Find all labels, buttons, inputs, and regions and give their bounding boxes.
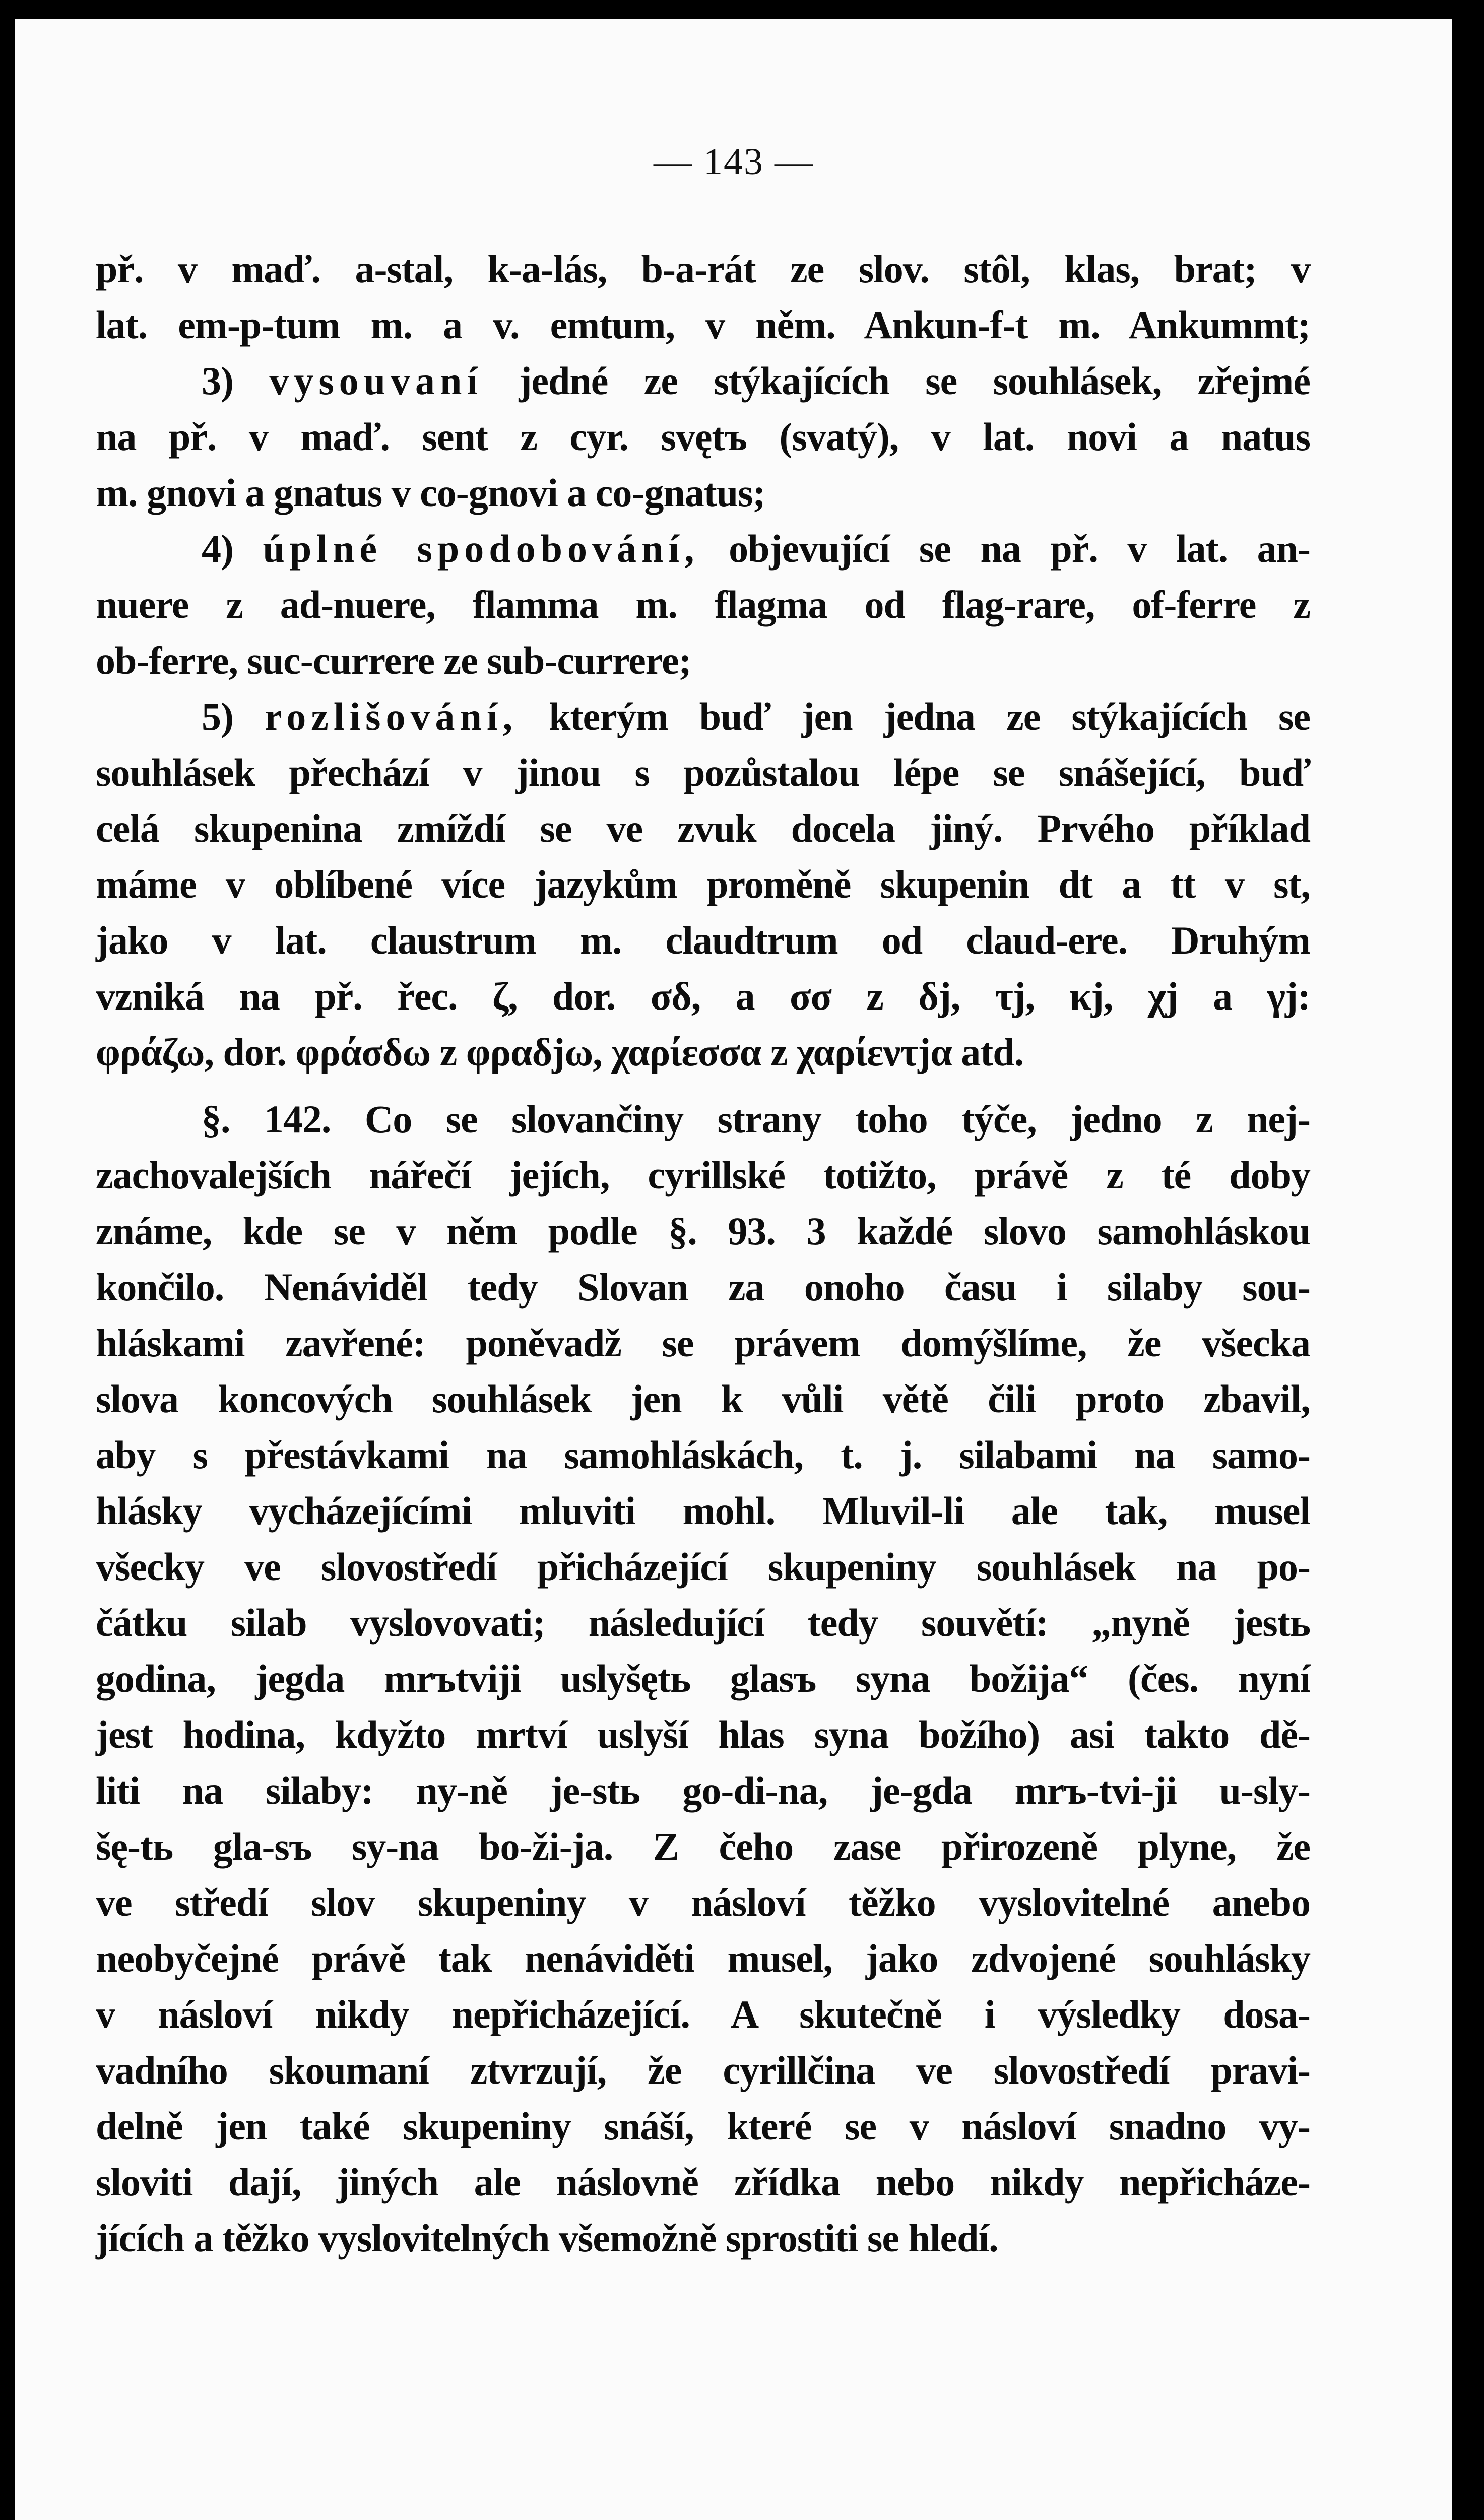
- text-line: ve středí slov skupeniny v násloví těžko vyslovitelné anebo: [96, 1880, 1310, 1924]
- text-line: známe, kde se v něm podle §. 93. 3 každé slovo samohláskou: [96, 1209, 1310, 1253]
- body-text: [96, 241, 1310, 2266]
- text-line: ob-ferre, suc-currere ze sub-currere;: [96, 639, 691, 682]
- text-line: 5) rozlišování, kterým buď jen jedna ze stýkajících se: [202, 695, 1310, 738]
- text-line: neobyčejné právě tak nenáviděti musel, jako zdvojené souhlásky: [96, 1936, 1310, 1980]
- text-line: sloviti dají, jiných ale náslovně zřídka nebo nikdy nepřicháze-: [96, 2160, 1310, 2204]
- text-line: v násloví nikdy nepřicházející. A skutečně i výsledky dosa-: [96, 1992, 1310, 2036]
- text-line: slova koncových souhlásek jen k vůli větě čili proto zbavil,: [96, 1377, 1310, 1421]
- text-line: vzniká na př. řec. ζ, dor. σδ, a σσ z δj, τj, κj, χj a γj:: [96, 974, 1310, 1018]
- text-line: zachovalejších nářečí jejích, cyrillské totižto, právě z té doby: [96, 1153, 1310, 1197]
- text-line: na př. v maď. sent z cyr. svętъ (svatý), v lat. novi a natus: [96, 415, 1310, 459]
- text-line: hláskami zavřené: poněvadž se právem domýšlíme, že všecka: [96, 1321, 1310, 1365]
- text-line: jest hodina, kdyžto mrtví uslyší hlas syna božího) asi takto dě-: [96, 1713, 1310, 1756]
- book-page: [15, 19, 1452, 2520]
- scan-border: [1452, 0, 1484, 2520]
- text-line: jících a těžko vyslovitelných všemožně sprostiti se hledí.: [96, 2216, 998, 2260]
- text-line: delně jen také skupeniny snáší, které se v násloví snadno vy-: [96, 2104, 1310, 2148]
- text-line: vadního skoumaní ztvrzují, že cyrillčina ve slovostředí pravi-: [96, 2048, 1310, 2092]
- text-line: jako v lat. claustrum m. claudtrum od claud-ere. Druhým: [96, 918, 1310, 962]
- text-line: celá skupenina zmíždí se ve zvuk docela jiný. Prvého příklad: [96, 806, 1310, 850]
- text-line: máme v oblíbené více jazykům proměně skupenin dt a tt v st,: [96, 862, 1310, 906]
- text-line: hlásky vycházejícími mluviti mohl. Mluvil-li ale tak, musel: [96, 1489, 1310, 1533]
- text-line: všecky ve slovostředí přicházející skupeniny souhlásek na po-: [96, 1545, 1310, 1589]
- text-line: godina, jegda mrъtviji uslyšętь glasъ syna božija“ (čes. nyní: [96, 1657, 1310, 1700]
- text-line: šę-tь gla-sъ sy-na bo-ži-ja. Z čeho zase přirozeně plyne, že: [96, 1824, 1310, 1868]
- text-line: nuere z ad-nuere, flamma m. flagma od flag-rare, of-ferre z: [96, 583, 1310, 626]
- text-line: liti na silaby: ny-ně je-stь go-di-na, je-gda mrъ-tvi-ji u-sly-: [96, 1769, 1310, 1812]
- text-line: 4) úplné spodobování, objevující se na př. v lat. an-: [202, 527, 1310, 571]
- text-line: 3) vysouvaní jedné ze stýkajících se souhlásek, zřejmé: [202, 359, 1310, 403]
- text-line: souhlásek přechází v jinou s pozůstalou lépe se snášející, buď: [96, 750, 1310, 794]
- text-line: lat. em-p-tum m. a v. emtum, v něm. Ankun-f-t m. Ankummt;: [96, 303, 1310, 347]
- page-number: — 143 —: [654, 141, 814, 183]
- text-line: φράζω, dor. φράσδω z φραδjω, χαρίεσσα z χαρίεντjα atd.: [96, 1030, 1024, 1074]
- section-heading-line: §. 142. Co se slovančiny strany toho týče, jedno z nej-: [202, 1097, 1310, 1141]
- text-line: čátku silab vyslovovati; následující tedy souvětí: „nyně jestь: [96, 1601, 1310, 1645]
- text-line: m. gnovi a gnatus v co-gnovi a co-gnatus;: [96, 471, 765, 515]
- text-line: končilo. Nenáviděl tedy Slovan za onoho času i silaby sou-: [96, 1265, 1310, 1309]
- text-line: př. v maď. a-stal, k-a-lás, b-a-rát ze slov. stôl, klas, brat; v: [96, 247, 1310, 291]
- text-line: aby s přestávkami na samohláskách, t. j. silabami na samo-: [96, 1433, 1310, 1477]
